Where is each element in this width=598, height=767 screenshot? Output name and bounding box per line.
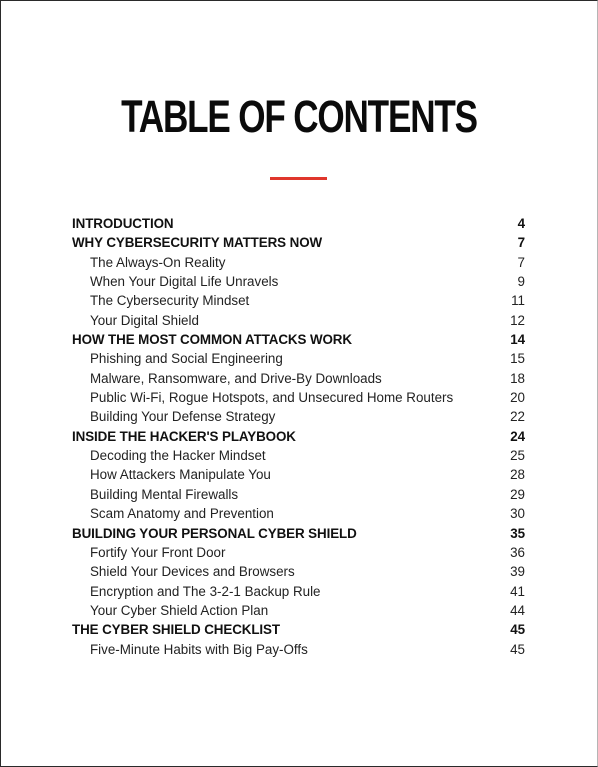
toc-entry-title: THE CYBER SHIELD CHECKLIST [72, 622, 280, 638]
toc-page-number: 15 [510, 351, 525, 367]
toc-entry-title: Building Mental Firewalls [90, 486, 239, 502]
toc-subsection-entry[interactable] [72, 467, 525, 486]
toc-page-number: 9 [517, 274, 525, 290]
toc-page-number: 36 [510, 544, 525, 560]
toc-section-entry[interactable] [72, 216, 525, 235]
toc-page-number: 24 [510, 428, 525, 444]
toc-subsection-entry[interactable] [72, 448, 525, 467]
toc-page-number: 28 [510, 467, 525, 483]
toc-subsection-entry[interactable] [72, 313, 525, 332]
toc-subsection-entry[interactable] [72, 255, 525, 274]
toc-entry-title: Phishing and Social Engineering [90, 351, 283, 367]
toc-entry-title: When Your Digital Life Unravels [90, 274, 279, 290]
toc-subsection-entry[interactable] [72, 409, 525, 428]
toc-entry-title: Shield Your Devices and Browsers [90, 564, 295, 580]
toc-subsection-entry[interactable] [72, 564, 525, 583]
toc-section-entry[interactable] [72, 429, 525, 448]
toc-section-entry[interactable] [72, 526, 525, 545]
title-accent-rule [270, 177, 327, 180]
toc-subsection-entry[interactable] [72, 371, 525, 390]
toc-entry-title: BUILDING YOUR PERSONAL CYBER SHIELD [72, 525, 357, 541]
toc-entry-title: The Always-On Reality [90, 254, 226, 270]
toc-page-number: 39 [510, 564, 525, 580]
toc-entry-title: Five-Minute Habits with Big Pay-Offs [90, 641, 308, 657]
toc-section-entry[interactable] [72, 332, 525, 351]
toc-entry-title: INTRODUCTION [72, 216, 174, 231]
toc-entry-title: Scam Anatomy and Prevention [90, 506, 274, 522]
toc-entry-title: The Cybersecurity Mindset [90, 293, 250, 309]
toc-page-number: 41 [510, 583, 525, 599]
toc-subsection-entry[interactable] [72, 545, 525, 564]
toc-entry-title: Decoding the Hacker Mindset [90, 448, 266, 464]
toc-page-number: 22 [510, 409, 525, 425]
toc-subsection-entry[interactable] [72, 351, 525, 370]
toc-page-number: 44 [510, 602, 525, 618]
toc-entry-title: Building Your Defense Strategy [90, 409, 276, 425]
toc-entry-title: Fortify Your Front Door [90, 544, 226, 560]
toc-page-number: 25 [510, 448, 525, 464]
toc-page-number: 4 [517, 216, 525, 231]
toc-entry-title: Public Wi-Fi, Rogue Hotspots, and Unsecured Home Routers [90, 390, 454, 406]
toc-subsection-entry[interactable] [72, 487, 525, 506]
toc-subsection-entry[interactable] [72, 390, 525, 409]
toc-entry-title: Your Digital Shield [90, 312, 199, 328]
toc-entry-title: Your Cyber Shield Action Plan [90, 602, 269, 618]
toc-subsection-entry[interactable] [72, 274, 525, 293]
toc-entry-title: Encryption and The 3-2-1 Backup Rule [90, 583, 321, 599]
toc-subsection-entry[interactable] [72, 642, 525, 661]
toc-section-entry[interactable] [72, 235, 525, 254]
toc-page-number: 14 [510, 332, 525, 348]
page-title: TABLE OF CONTENTS [121, 91, 477, 142]
toc-page-number: 12 [510, 312, 525, 328]
toc-page-number: 45 [510, 622, 525, 638]
toc-entry-title: HOW THE MOST COMMON ATTACKS WORK [72, 332, 352, 348]
toc-page-number: 7 [517, 235, 525, 251]
toc-entry-title: WHY CYBERSECURITY MATTERS NOW [72, 235, 323, 251]
toc-subsection-entry[interactable] [72, 603, 525, 622]
toc-subsection-entry[interactable] [72, 584, 525, 603]
toc-entry-title: Malware, Ransomware, and Drive-By Downloads [90, 370, 382, 386]
toc-subsection-entry[interactable] [72, 293, 525, 312]
toc-subsection-entry[interactable] [72, 506, 525, 525]
toc-page-number: 11 [511, 293, 525, 309]
toc-page-number: 18 [510, 370, 525, 386]
toc-page-number: 35 [510, 525, 525, 541]
toc-page-number: 20 [510, 390, 525, 406]
table-of-contents [72, 216, 525, 661]
toc-entry-title: How Attackers Manipulate You [90, 467, 271, 483]
toc-page-number: 29 [510, 486, 525, 502]
toc-page-number: 30 [510, 506, 525, 522]
toc-page-number: 7 [517, 254, 525, 270]
toc-section-entry[interactable] [72, 622, 525, 641]
toc-entry-title: INSIDE THE HACKER'S PLAYBOOK [72, 428, 296, 444]
toc-page-number: 45 [510, 641, 525, 657]
